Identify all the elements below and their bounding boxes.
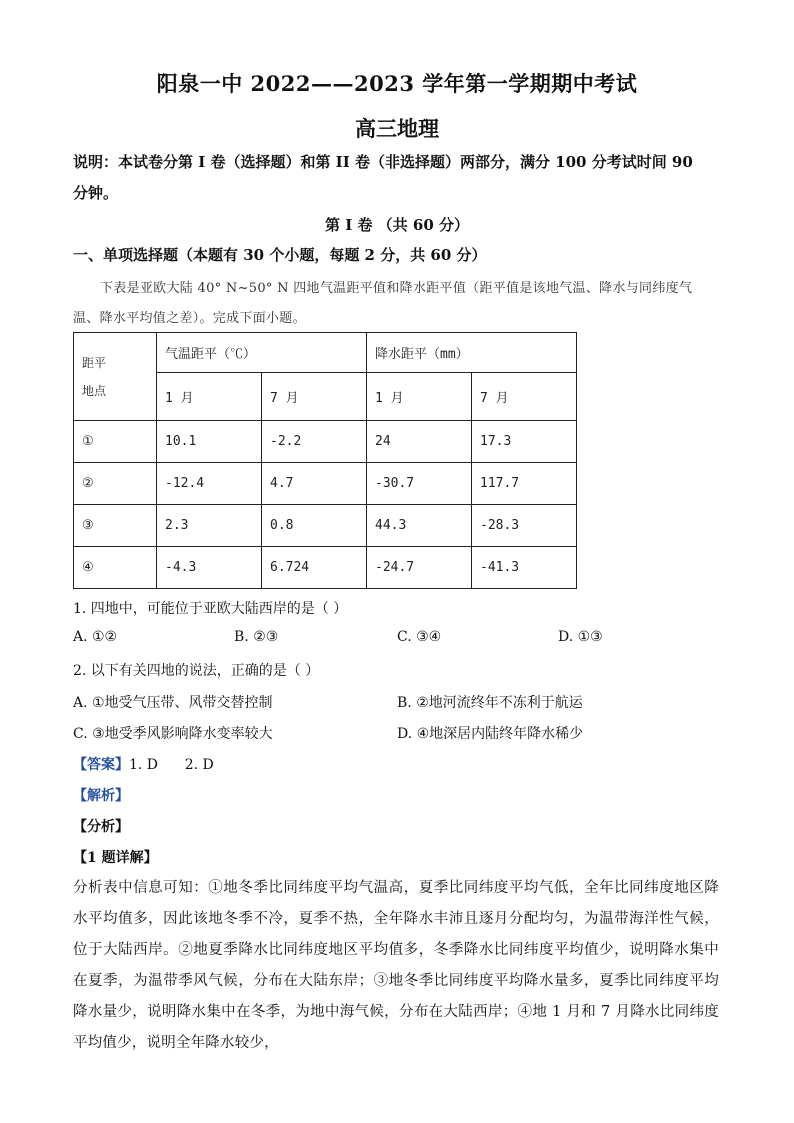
q2-option-b: B. ②地河流终年不冻利于航运	[397, 695, 583, 711]
sub-header: 7 月	[262, 373, 367, 421]
table-row	[74, 421, 577, 463]
value-cell: 44.3	[367, 505, 472, 547]
value-cell: 2.3	[157, 505, 262, 547]
value-cell: -41.3	[472, 547, 577, 589]
value-cell: 10.1	[157, 421, 262, 463]
analysis-heading: 【解析】	[73, 788, 129, 804]
table-row	[74, 547, 577, 589]
fenxi-heading: 【分析】	[73, 819, 129, 835]
value-cell: 17.3	[472, 421, 577, 463]
answer-text: 1. D 2. D	[129, 757, 214, 773]
value-cell: -24.7	[367, 547, 472, 589]
value-cell: -4.3	[157, 547, 262, 589]
place-cell: ④	[74, 547, 157, 589]
value-cell: 0.8	[262, 505, 367, 547]
place-cell: ①	[74, 421, 157, 463]
analysis-paragraph: 分析表中信息可知：①地冬季比同纬度平均气温高，夏季比同纬度平均气低，全年比同纬度地区降水平均值多，因此该地冬季不冷，夏季不热，全年降水丰沛且逐月分配均匀，为温带海洋性气候，位于大陆西岸。②地夏季降水比同纬度地区平均值多，冬季降水比同纬度平均值少，说明降水集中在夏季，为温带季风气候，分布在大陆东岸；③地冬季比同纬度平均降水量多，夏季比同纬度平均降水量少，说明降水集中在冬季，为地中海气候，分布在大陆西岸；④地 1 月和 7 月降水比同纬度平均值少，说明全年降水较少，	[73, 880, 719, 1051]
q2-option-d: D. ④地深居内陆终年降水稀少	[397, 726, 584, 742]
table-row	[74, 505, 577, 547]
instructions-line-2: 分钟。	[73, 184, 119, 202]
q1-option-a: A. ①②	[73, 629, 118, 645]
value-cell: -28.3	[472, 505, 577, 547]
sub-header: 1 月	[367, 373, 472, 421]
intro-line-1: 下表是亚欧大陆 40° N~50° N 四地气温距平值和降水距平值（距平值是该地气温、降水与同纬度气	[100, 281, 693, 296]
value-cell: -12.4	[157, 463, 262, 505]
instructions-line-1: 说明：本试卷分第 I 卷（选择题）和第 II 卷（非选择题）两部分，满分 100 分考试时间 90	[73, 153, 693, 171]
value-cell: 4.7	[262, 463, 367, 505]
exam-subject: 高三地理	[355, 116, 439, 141]
q1-option-b: B. ②③	[234, 629, 279, 645]
answer-label: 【答案】	[73, 757, 129, 773]
q2-option-c: C. ③地受季风影响降水变率较大	[73, 726, 273, 742]
temp-group-header: 气温距平（℃）	[157, 333, 367, 373]
value-cell: 117.7	[472, 463, 577, 505]
question-1-stem: 1. 四地中，可能位于亚欧大陆西岸的是（ ）	[73, 601, 348, 617]
place-cell: ②	[74, 463, 157, 505]
q1-option-d: D. ①③	[558, 629, 603, 645]
volume-heading: 第 I 卷 （共 60 分）	[324, 216, 469, 234]
q1-option-c: C. ③④	[397, 629, 442, 645]
detail-heading: 【1 题详解】	[73, 850, 158, 866]
answer-line	[73, 754, 214, 774]
exam-title: 阳泉一中 2022——2023 学年第一学期期中考试	[156, 71, 638, 96]
corner-top-label: 距平	[82, 355, 107, 370]
part-heading: 一、单项选择题（本题有 30 个小题，每题 2 分，共 60 分）	[73, 246, 487, 264]
climate-anomaly-table	[73, 332, 577, 589]
sub-header: 7 月	[472, 373, 577, 421]
value-cell: -30.7	[367, 463, 472, 505]
question-2-stem: 2. 以下有关四地的说法，正确的是（ ）	[73, 663, 320, 679]
value-cell: 6.724	[262, 547, 367, 589]
intro-line-2: 温、降水平均值之差）。完成下面小题。	[73, 311, 306, 326]
sub-header: 1 月	[157, 373, 262, 421]
q2-option-a: A. ①地受气压带、风带交替控制	[73, 695, 273, 711]
precip-group-header: 降水距平（mm）	[367, 333, 577, 373]
table-corner-header	[74, 333, 157, 421]
value-cell: -2.2	[262, 421, 367, 463]
value-cell: 24	[367, 421, 472, 463]
place-cell: ③	[74, 505, 157, 547]
corner-bottom-label: 地点	[82, 383, 107, 398]
table-row	[74, 463, 577, 505]
